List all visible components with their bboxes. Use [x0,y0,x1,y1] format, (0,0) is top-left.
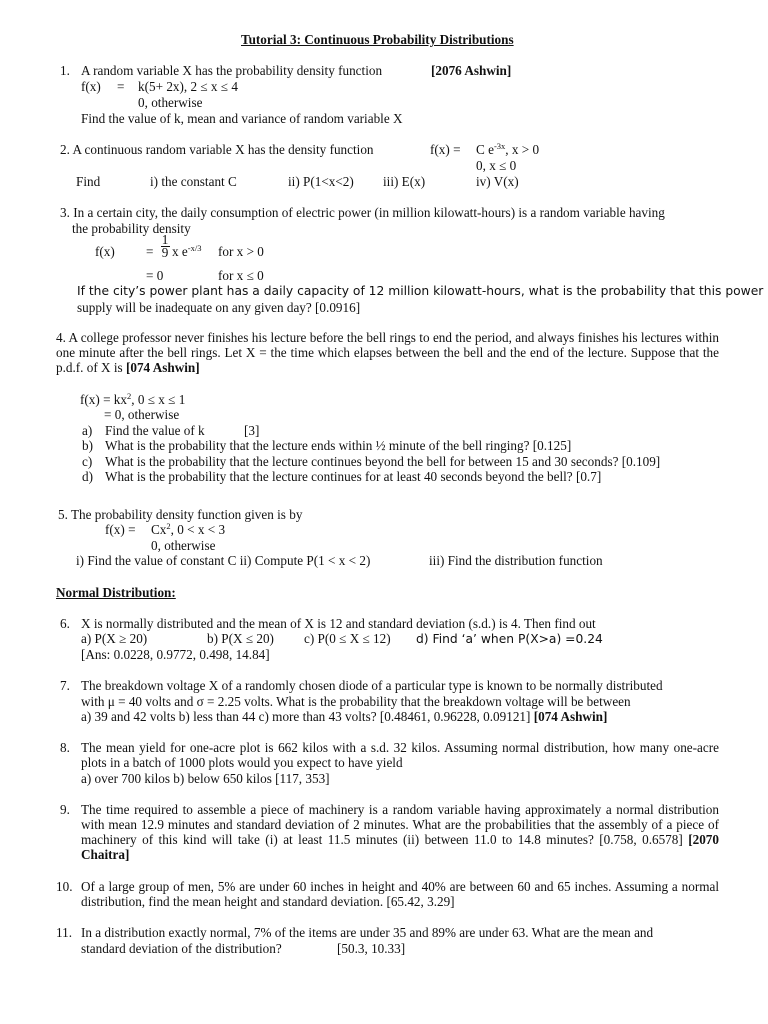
q4-a: Find the value of k [105,423,205,438]
q4-b: What is the probability that the lecture ends within ½ minute of the bell ringing? [0.125] [105,438,572,453]
q2-part-iv: iv) V(x) [476,174,519,189]
q2-find: Find [76,174,101,189]
q2-part-i: i) the constant C [150,174,237,189]
q7-line1: The breakdown voltage X of a randomly chosen diode of a particular type is known to be normally distributed [81,678,663,693]
q3-fraction [158,234,172,258]
q3-line1: 3. In a certain city, the daily consumption of electric power (in million kilowatt-hours) is a random variable having [60,205,665,220]
q1-tag: [2076 Ashwin] [431,63,512,78]
q11-paragraph: In a distribution exactly normal, 7% of the items are under 35 and 89% are under 63. What are the mean and [81,925,654,940]
q7-line3: a) 39 and 42 volts b) less than 44 c) more than 43 volts? [0.48461, 0.96228, 0.09121] [074 Ashwin] [81,709,608,724]
q2-expr: C $e^{-3x}$, x > 0 [476,141,540,157]
q3-cond2: for x ≤ 0 [218,268,264,283]
q5-expr: Cx$^2$, 0 < x < 3 [151,521,226,537]
q3-line2: the probability density [72,221,191,236]
q9-number: 9. [60,802,70,817]
q4-c: What is the probability that the lecture continues beyond the bell for between 15 and 30 seconds? [0.109] [105,454,661,469]
q4-c-label: c) [82,454,93,469]
q4-a-label: a) [82,423,93,438]
q2-part-iii: iii) E(x) [383,174,426,189]
section-heading-normal: Normal Distribution: [56,585,176,600]
page-title: Tutorial 3: Continuous Probability Distributions [241,32,514,47]
q4-tag: [074 Ashwin] [125,360,200,375]
q4-a-answer: [3] [244,423,260,438]
q6-number: 6. [60,616,70,631]
q4-fx: $f(x) = kx^2$, 0 ≤ x ≤ 1 [80,391,186,407]
q1-fx: f(x) [81,79,101,94]
q6-d: d) Find ‘a’ when P(X>a) =0.24 [416,632,603,646]
q2-fx: f(x) = [430,142,461,157]
q5-parts-i-ii: i) Find the value of constant C ii) Compute P(1 < x < 2) [76,553,371,568]
q11-answer: [50.3, 10.33] [337,941,406,956]
q3-eq: = [146,244,154,259]
q6-line1: X is normally distributed and the mean of X is 12 and standard deviation (s.d.) is 4. Then find out [81,616,596,631]
q9-tag: [2070 Chaitra] [81,832,719,862]
q5-otherwise: 0, otherwise [151,538,216,553]
q11-line2: standard deviation of the distribution? [81,941,282,956]
q1-intro: A random variable X has the probability density function [81,63,383,78]
q8-line3: a) over 700 kilos b) below 650 kilos [117, 353] [81,771,330,786]
q1-expr: k(5+ 2x), 2 ≤ x ≤ 4 [138,79,238,94]
q8-paragraph: The mean yield for one-acre plot is 662 kilos with a s.d. 32 kilos. Assuming normal distribution, how many one-acre plots in a batch of 1000 plots would you expect to have yield [81,740,719,770]
q5-intro: 5. The probability density function given is by [58,507,303,522]
q6-b: b) P(X ≤ 20) [207,631,274,646]
q3-fx: f(x) [95,244,115,259]
q7-line2: with μ = 40 volts and σ = 2.25 volts. What is the probability that the breakdown voltage will be between [81,694,631,709]
q4-b-label: b) [82,438,93,453]
q10-number: 10. [56,879,73,894]
q1-eq: = [117,79,125,94]
q3-frac-den: 9 [161,245,169,260]
q11-number: 11. [56,925,72,940]
q4-paragraph: 4. A college professor never finishes his lecture before the bell rings to end the period, and always finishes his lectures within one minute after the bell rings. Let X = the time which elapses between the bell and the end of the lecture. Suppose that the p.d.f. of X is [074 Ashwin] [56,330,719,375]
q6-a: a) P(X ≥ 20) [81,631,148,646]
q1-number: 1. [60,63,70,78]
q3-expr: x $e^{-x/3}$ [172,243,202,259]
q3-cond1: for x > 0 [218,244,264,259]
q7-tag: [074 Ashwin] [533,709,608,724]
q7-number: 7. [60,678,70,693]
q6-c: c) P(0 ≤ X ≤ 12) [304,631,391,646]
q2-part-ii: ii) P(1<x<2) [288,174,354,189]
q5-part-iii: iii) Find the distribution function [429,553,603,568]
q9-paragraph: The time required to assemble a piece of machinery is a random variable having approximately a normal distribution with mean 12.9 minutes and standard deviation of 2 minutes. What are the probabilities that the assembly of a piece of machinery of this kind will take (i) at least 11.5 minutes (ii) between 11.0 to 14.8 minutes? [0.758, 0.6578] [2070 Chaitra] [81,802,719,862]
q1-find: Find the value of k, mean and variance of random variable X [81,111,403,126]
q2-intro: 2. A continuous random variable X has the density function [60,142,374,157]
q2-zero: 0, x ≤ 0 [476,158,517,173]
q4-d-label: d) [82,469,93,484]
q4-d: What is the probability that the lecture continues for at least 40 seconds beyond the bell? [0.7] [105,469,602,484]
q10-paragraph: Of a large group of men, 5% are under 60 inches in height and 40% are between 60 and 65 inches. Assuming a normal distribution, find the mean height and standard deviation. [65.42, 3.29] [81,879,719,909]
q3-frac-num: 1 [161,232,169,247]
q3-zero: = 0 [146,268,164,283]
q1-otherwise: 0, otherwise [138,95,203,110]
q5-fx: f(x) = [105,522,136,537]
q4-otherwise: = 0, otherwise [104,407,180,422]
q8-number: 8. [60,740,70,755]
q3-text1: If the city’s power plant has a daily capacity of 12 million kilowatt-hours, what is the probability that this power [77,284,764,298]
q3-text2: supply will be inadequate on any given day? [0.0916] [77,300,361,315]
q6-answer: [Ans: 0.0228, 0.9772, 0.498, 14.84] [81,647,270,662]
